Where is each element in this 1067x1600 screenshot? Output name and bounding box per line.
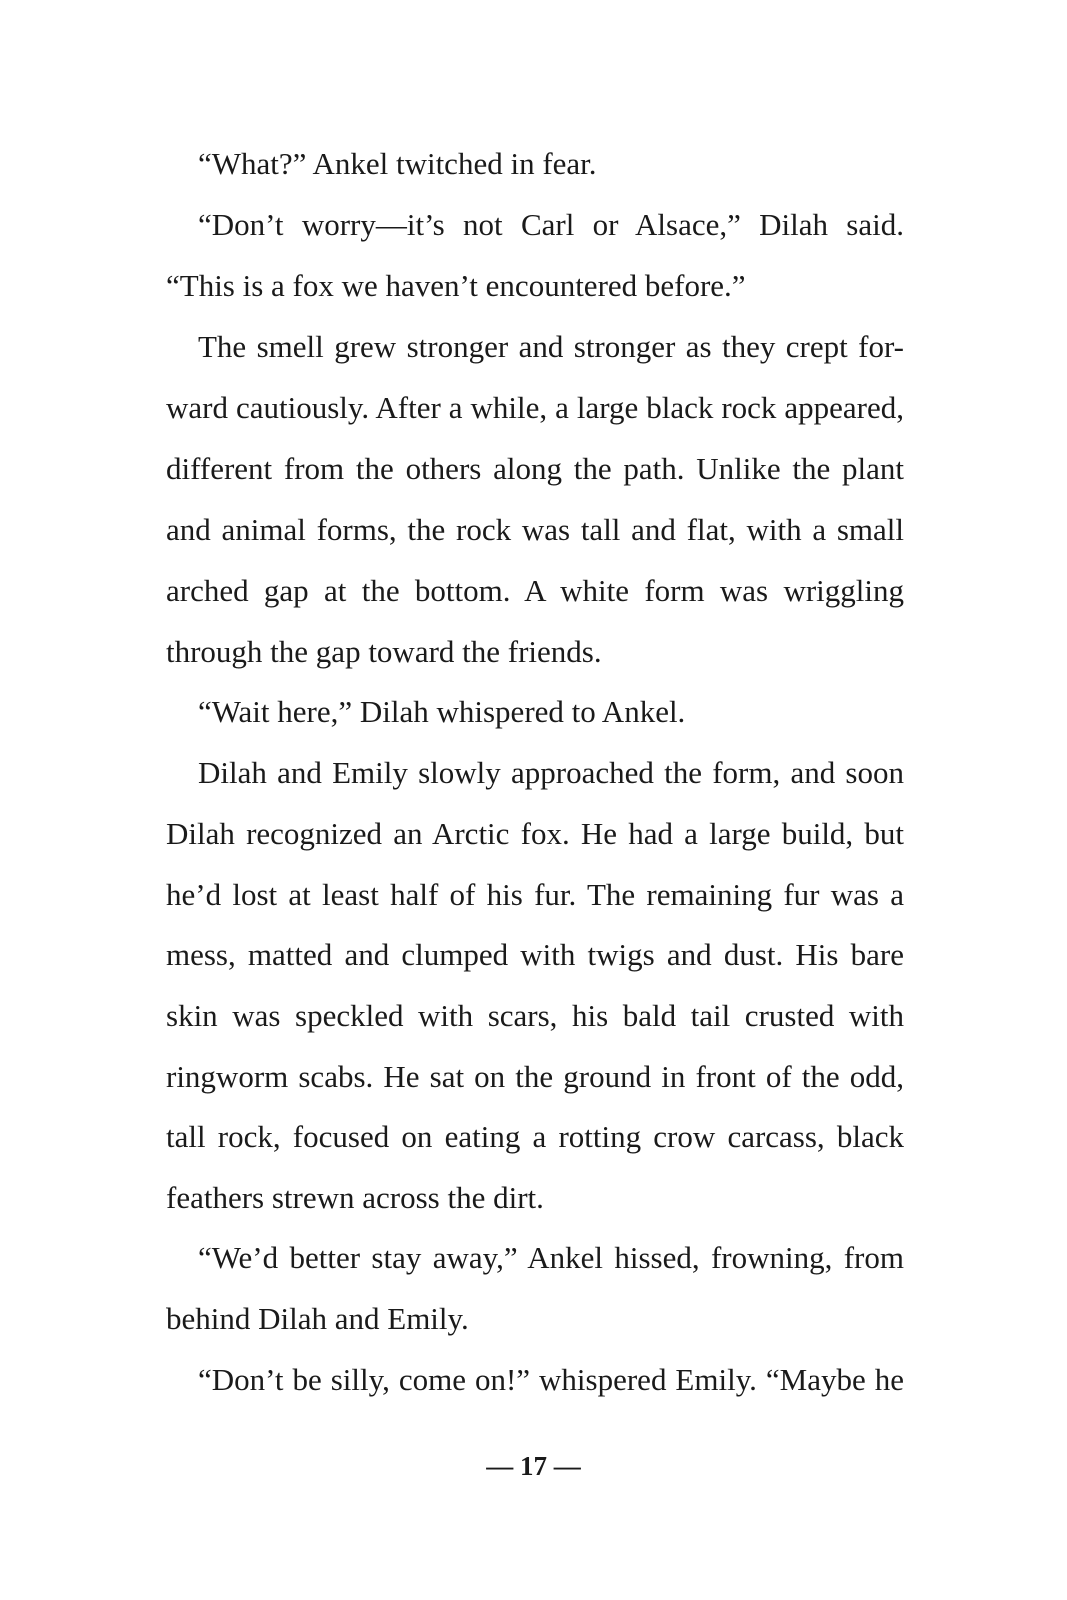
text-line: The smell grew stronger and stronger as they crept for- (198, 329, 904, 364)
text-line: “Wait here,” Dilah whispered to Ankel. (198, 694, 686, 729)
text-line: behind Dilah and Emily. (166, 1301, 469, 1336)
text-line: “Don’t be silly, come on!” whispered Emily. “Maybe he (198, 1362, 904, 1397)
text-line: “What?” Ankel twitched in fear. (198, 146, 597, 181)
text-line: arched gap at the bottom. A white form was wriggling (166, 573, 904, 608)
text-line: “We’d better stay away,” Ankel hissed, frowning, from (198, 1240, 904, 1275)
text-line: tall rock, focused on eating a rotting crow carcass, black (166, 1119, 904, 1154)
page-number: — 17 — (486, 1451, 581, 1481)
text-line: and animal forms, the rock was tall and flat, with a small (166, 512, 904, 547)
text-line: Dilah recognized an Arctic fox. He had a large build, but (166, 816, 904, 851)
text-line: “Don’t worry—it’s not Carl or Alsace,” Dilah said. (198, 207, 904, 242)
text-line: skin was speckled with scars, his bald tail crusted with (166, 998, 904, 1033)
text-line: mess, matted and clumped with twigs and dust. His bare (166, 937, 904, 972)
text-line: “This is a fox we haven’t encountered before.” (166, 268, 746, 303)
text-line: Dilah and Emily slowly approached the form, and soon (198, 755, 904, 790)
text-line: different from the others along the path. Unlike the plant (166, 451, 904, 486)
text-line: he’d lost at least half of his fur. The remaining fur was a (166, 877, 904, 912)
text-line: feathers strewn across the dirt. (166, 1180, 544, 1215)
text-line: ward cautiously. After a while, a large black rock appeared, (166, 390, 904, 425)
text-line: through the gap toward the friends. (166, 634, 602, 669)
text-line: ringworm scabs. He sat on the ground in front of the odd, (166, 1059, 904, 1094)
